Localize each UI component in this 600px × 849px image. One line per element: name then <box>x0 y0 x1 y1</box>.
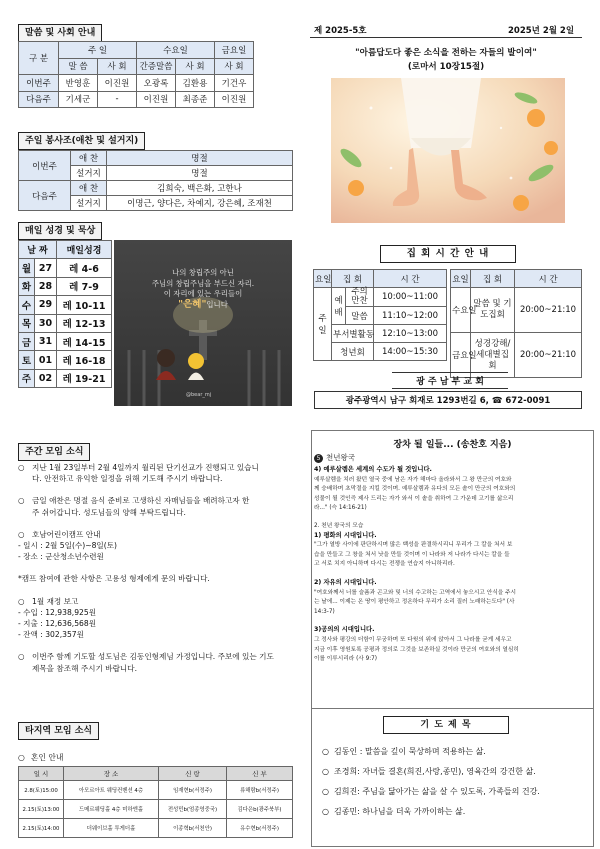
col-gubun: 구 분 <box>19 42 59 75</box>
bible-table: 날 짜 매일성경 월 27 레 4-6 화 28 레 7-9 수 29 레 10-11 목 30 레 12-13 금 31 레 14-15 토 01 레 16-18 주 02 레 19-21 <box>18 240 112 388</box>
prayer-item: ○ 조경희: 자녀들 결혼(희진,사랑,종민), 영육간의 강건한 삶. <box>322 767 536 776</box>
prayer-item: ○ 김희진: 주님을 닮아가는 삶을 살 수 있도록, 가족들의 건강. <box>322 787 540 796</box>
col-wednesday: 수요일 <box>137 42 215 59</box>
devotion-text: 나의 창립주의 아닌 주님의 창립주님을 부드신 자리. 이 자리에 있는 우리들이 "은혜"입니다 <box>151 268 255 310</box>
issue-number: 제 2025-5호 <box>314 26 367 36</box>
devotion-credit: @bear_mj <box>186 392 212 398</box>
sub-emcee-wed: 사 회 <box>176 58 215 75</box>
duty-section-title: 말씀 및 사회 안내 <box>18 24 102 42</box>
weekly-notices: ○ 지난 1월 23일부터 2월 4일까지 월리된 단기선교가 진행되고 있습니 다. 안전하고 유익한 일정을 위해 기도해 주시기 바랍니다. ○ 금일 애찬은 명절 음식 준비로 고생하신 자매님들을 배려하고자 한 주 쉬어갑니다. 성도님들의 양해 부탁드립니다. ○ 호남어린이캠프 안내 - 일시 : 2월 5일(수)~8일(토) - 장소 : 군산청소년수련원 *캠프 참여에 관한 사항은 고용성 형제에게 문의 바랍니다. ○ 1월 재정 보고 - 수입 : 12,938,925원 - 지출 : 12,636,568원 - 잔액 : 302,357원 ○ 이번주 함께 기도할 성도님은 김동인형제님 가정입니다. 주보에 있는 기도 제목을 참조해 주시기 바랍니다. <box>18 462 303 674</box>
schedule-table-right: 요일 집 회 시 간 수요일 말씀 및 기도집회 20:00~21:10 금요일 성경강해/ 세대별집회 20:00~21:10 <box>450 269 582 378</box>
prayer-list <box>322 742 586 822</box>
notice-item: ○ 금일 애찬은 명절 음식 준비로 고생하신 자매님들을 배려하고자 한 <box>18 496 250 506</box>
schedule-title: 집 회 시 간 안 내 <box>380 245 516 263</box>
col-sunday: 주 일 <box>59 42 137 59</box>
service-section-title: 주일 봉사조(애찬 및 설거지) <box>18 132 145 150</box>
devotion-image <box>114 240 292 406</box>
prayer-item: ○ 김동인 : 말씀을 깊이 묵상하며 적용하는 삶. <box>322 747 486 756</box>
verse-reference: (로마서 10장15절) <box>407 62 485 72</box>
balance: - 잔액 : 302,357원 <box>18 630 84 640</box>
section-badge: 5 <box>314 454 323 463</box>
wedding-table: 일 시 장 소 신 랑 신 부 2.8(토)15:00 아모르아트 웨딩컨벤션 4층 임재현b(서정주) 류해람b(서정주) 2.15(토)13:00 드메르웨딩홀 4층 미하엔홀 전성민b(엄종영중국) 김다은b(광주북부) 2.15(토)14:00 더웨이브홀 투게더홀 이종혁b(서천안) 유수현b(서정주) <box>18 766 293 838</box>
schedule-table-left: 요일 집 회 시 간 주일 예배 주의 만찬 10:00~11:00 말씀 11:10~12:00 부서별활동 12:10~13:00 청년회 14:00~15:30 <box>313 269 447 361</box>
notice-item: ○ 호남어린이캠프 안내 <box>18 529 101 539</box>
prayer-item: ○ 김종민: 하나님을 더욱 가까이하는 삶. <box>322 807 466 816</box>
weekly-section-title: 주간 모임 소식 <box>18 443 90 461</box>
table-row: 2.15(토)14:00 더웨이브홀 투게더홀 이종혁b(서천안) 유수현b(서정주) <box>19 819 293 838</box>
sub-emcee: 사 회 <box>98 58 137 75</box>
expense: - 지출 : 12,636,568원 <box>18 619 97 629</box>
feet-illustration <box>331 78 565 223</box>
church-address: 광주광역시 남구 회재로 1293번길 6, ☎ 672-0091 <box>314 391 582 409</box>
devotion-illustration <box>114 240 292 406</box>
col-friday: 금요일 <box>215 42 254 59</box>
devotion-highlight: "은혜" <box>178 298 207 310</box>
notice-item: ○ 이번주 함께 기도할 성도님은 김동인형제님 가정입니다. 주보에 있는 기도 <box>18 652 274 662</box>
prayer-divider <box>311 708 594 709</box>
table-row: 2.15(토)13:00 드메르웨딩홀 4층 미하엔홀 전성민b(엄종영중국) 김다은b(광주북부) <box>19 800 293 819</box>
church-name: 광 주 남 부 교 회 <box>392 372 508 389</box>
verse: "아름답도다 좋은 소식을 전하는 자들의 발이여" <box>355 48 537 58</box>
table-row: 다음주 기세군 - 이진원 최종준 이진원 <box>19 91 293 108</box>
notice-item: ○ 지난 1월 23일부터 2월 4일까지 월리된 단기선교가 진행되고 있습니 <box>18 463 259 472</box>
issue-date: 2025년 2월 2일 <box>508 26 575 36</box>
camp-note: *캠프 참여에 관한 사항은 고용성 형제에게 문의 바랍니다. <box>18 574 210 584</box>
wedding-title: ○ 혼인 안내 <box>18 753 64 762</box>
header-rule <box>310 37 582 38</box>
word-title: 장차 될 일들... (송찬호 지음) <box>393 440 512 450</box>
notice-item: ○ 1월 재정 보고 <box>18 596 79 606</box>
table-row: 이번주 반영훈 이진원 오광록 김환용 기건우 <box>19 75 293 92</box>
sub-sermon: 말 씀 <box>59 58 98 75</box>
word-body: 5 천년왕국 4) 예루살렘은 세계의 수도가 될 것입니다. 예루살렘을 치러 왔던 열국 중에 남은 자가 해마다 올라와서 그 왕 만군의 여호와 께 숭배하며 초막절을 지킬 것이며. 예루살렘과 유다의 모든 솥이 만군의 여호와의 성물이 될 것인즉 제사 드리는 자가 와서 이 솥을 취하여 그 가운데 고기를 삶으리 라..." (슥 14:16-21) 2. 천년 왕국의 모습 1) 평화의 시대입니다. "그가 열방 사이에 판단하시며 많은 백성을 판결하시리니 무리가 그 칼을 쳐서 보 습을 만들고 그 창을 쳐서 낫을 만들 것이며 이 나라와 저 나라가 다시는 칼을 들 고 서로 치지 아니하며 다시는 전쟁을 연습지 아니하리라. 2) 자유의 시대입니다. "여호와께서 너를 슬픔과 곤고와 및 너의 수고하는 고역에서 놓으시고 안식을 주시 는 날에... 이제는 온 땅이 평안하고 정온하다 무리가 소리 질러 노래하는도다" (사 14:3-7) 3)공의의 시대입니다. 그 정사와 평강의 더함이 무궁하며 또 다윗의 위에 앉아서 그 나라를 굳게 세우고 지금 이후 영원토록 공평과 정의로 그것을 보존하실 것이라 만군의 여호와의 열심히 이를 이루시리라 (사 9:7) <box>314 453 519 663</box>
other-section-title: 타지역 모임 소식 <box>18 722 99 740</box>
duty-table <box>18 41 293 108</box>
sub-emcee-fri: 사 회 <box>215 58 254 75</box>
sub-testimony: 간증말씀 <box>137 58 176 75</box>
bible-section-title: 매일 성경 및 묵상 <box>18 222 102 240</box>
service-table: 이번주 애 찬 명절 설거지 명절 다음주 애 찬 김희숙, 백은화, 고한나 설거지 이명근, 양다은, 차예지, 강은혜, 조재천 <box>18 150 293 211</box>
income: - 수입 : 12,938,925원 <box>18 607 97 617</box>
prayer-title: 기 도 제 목 <box>383 716 509 734</box>
table-row: 2.8(토)15:00 아모르아트 웨딩컨벤션 4층 임재현b(서정주) 류해람b(서정주) <box>19 781 293 800</box>
